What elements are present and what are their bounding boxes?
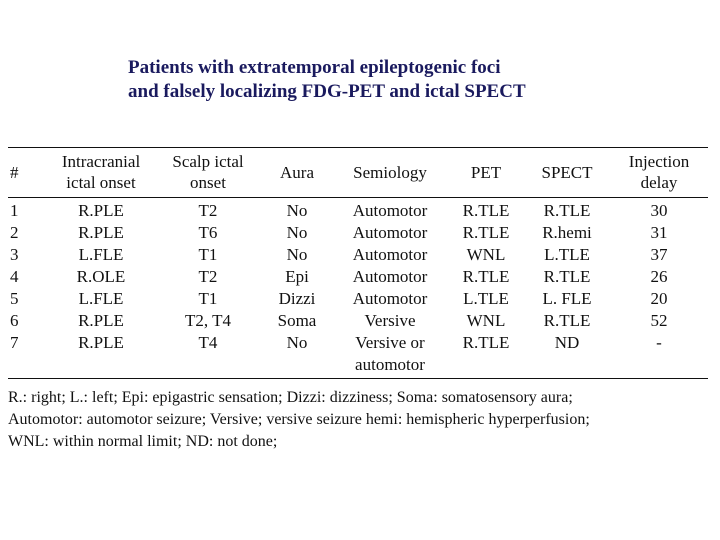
cell-number: 3 — [10, 245, 19, 264]
cell-spect: L. FLE — [542, 289, 592, 308]
cell-intracranial: R.PLE — [78, 223, 124, 242]
cell-intracranial: R.PLE — [78, 311, 124, 330]
cell-scalp: T1 — [198, 289, 218, 308]
header-intracranial-ictal-onset: Intracranial ictal onset — [48, 148, 154, 198]
table-row — [8, 244, 708, 266]
cell-semiology: Automotor — [352, 201, 428, 220]
cell-pet: R.TLE — [462, 201, 510, 220]
header-semiology: Semiology — [332, 148, 448, 198]
title-line-2: and falsely localizing FDG-PET and ictal SPECT — [128, 81, 526, 102]
cell-scalp: T6 — [198, 223, 218, 242]
cell-number: 6 — [10, 311, 19, 330]
table-row — [8, 332, 708, 378]
table-row — [8, 198, 708, 223]
cell-spect: R.TLE — [543, 311, 591, 330]
footnote-line-2: Automotor: automotor seizure; Versive; versive seizure hemi: hemispheric hyperperfusion; — [8, 411, 590, 428]
cell-semiology: Automotor — [352, 289, 428, 308]
cell-spect: ND — [554, 333, 580, 352]
cell-pet: R.TLE — [462, 223, 510, 242]
cell-delay: 30 — [650, 201, 668, 220]
cell-aura: No — [286, 245, 308, 264]
cell-semiology: Automotor — [352, 223, 428, 242]
header-pet: PET — [448, 148, 524, 198]
cell-pet: R.TLE — [462, 267, 510, 286]
title-line-1: Patients with extratemporal epileptogenic foci — [128, 57, 501, 78]
cell-aura: No — [286, 201, 308, 220]
cell-spect: R.hemi — [542, 223, 592, 242]
cell-intracranial: R.PLE — [78, 333, 124, 352]
cell-aura: Epi — [285, 267, 309, 286]
header-spect: SPECT — [524, 148, 610, 198]
table-row — [8, 266, 708, 288]
header-injection-delay: Injection delay — [610, 148, 708, 198]
cell-number: 7 — [10, 333, 19, 352]
cell-aura: Dizzi — [278, 289, 316, 308]
cell-delay: 20 — [650, 289, 668, 308]
cell-scalp: T2, T4 — [185, 311, 231, 330]
table-row — [8, 288, 708, 310]
cell-scalp: T2 — [198, 201, 218, 220]
header-aura: Aura — [262, 148, 332, 198]
cell-intracranial: R.PLE — [78, 201, 124, 220]
cell-scalp: T2 — [198, 267, 218, 286]
cell-number: 1 — [10, 201, 19, 220]
cell-intracranial: L.FLE — [78, 289, 124, 308]
cell-scalp: T4 — [198, 333, 218, 352]
cell-number: 2 — [10, 223, 19, 242]
cell-delay: - — [656, 333, 662, 352]
cell-delay: 26 — [650, 267, 668, 286]
cell-aura: Soma — [277, 311, 317, 330]
header-scalp-ictal-onset: Scalp ictal onset — [154, 148, 262, 198]
table-footnote — [8, 387, 714, 453]
cell-intracranial: L.FLE — [78, 245, 124, 264]
cell-number: 5 — [10, 289, 19, 308]
cell-delay: 52 — [650, 311, 668, 330]
table-header-row — [8, 148, 708, 198]
patients-table — [8, 148, 708, 378]
cell-scalp: T1 — [198, 245, 218, 264]
cell-semiology: Automotor — [352, 245, 428, 264]
slide-title — [128, 56, 526, 104]
cell-spect: R.TLE — [543, 201, 591, 220]
table-row — [8, 310, 708, 332]
cell-number: 4 — [10, 267, 19, 286]
cell-pet: WNL — [466, 245, 506, 264]
cell-pet: R.TLE — [462, 333, 510, 352]
cell-semiology: Versive — [364, 311, 416, 330]
cell-spect: R.TLE — [543, 267, 591, 286]
footnote-line-3: WNL: within normal limit; ND: not done; — [8, 433, 278, 450]
cell-intracranial: R.OLE — [76, 267, 126, 286]
cell-spect: L.TLE — [544, 245, 590, 264]
cell-delay: 31 — [650, 223, 668, 242]
patients-table-container — [8, 147, 708, 379]
cell-pet: WNL — [466, 311, 506, 330]
cell-aura: No — [286, 223, 308, 242]
header-number: # — [8, 148, 48, 198]
cell-aura: No — [286, 333, 308, 352]
cell-semiology: Automotor — [352, 267, 428, 286]
cell-delay: 37 — [650, 245, 668, 264]
table-row — [8, 222, 708, 244]
footnote-line-1: R.: right; L.: left; Epi: epigastric sensation; Dizzi: dizziness; Soma: somatosensory aura; — [8, 389, 573, 406]
cell-semiology: Versive or automotor — [355, 333, 425, 374]
cell-pet: L.TLE — [463, 289, 509, 308]
